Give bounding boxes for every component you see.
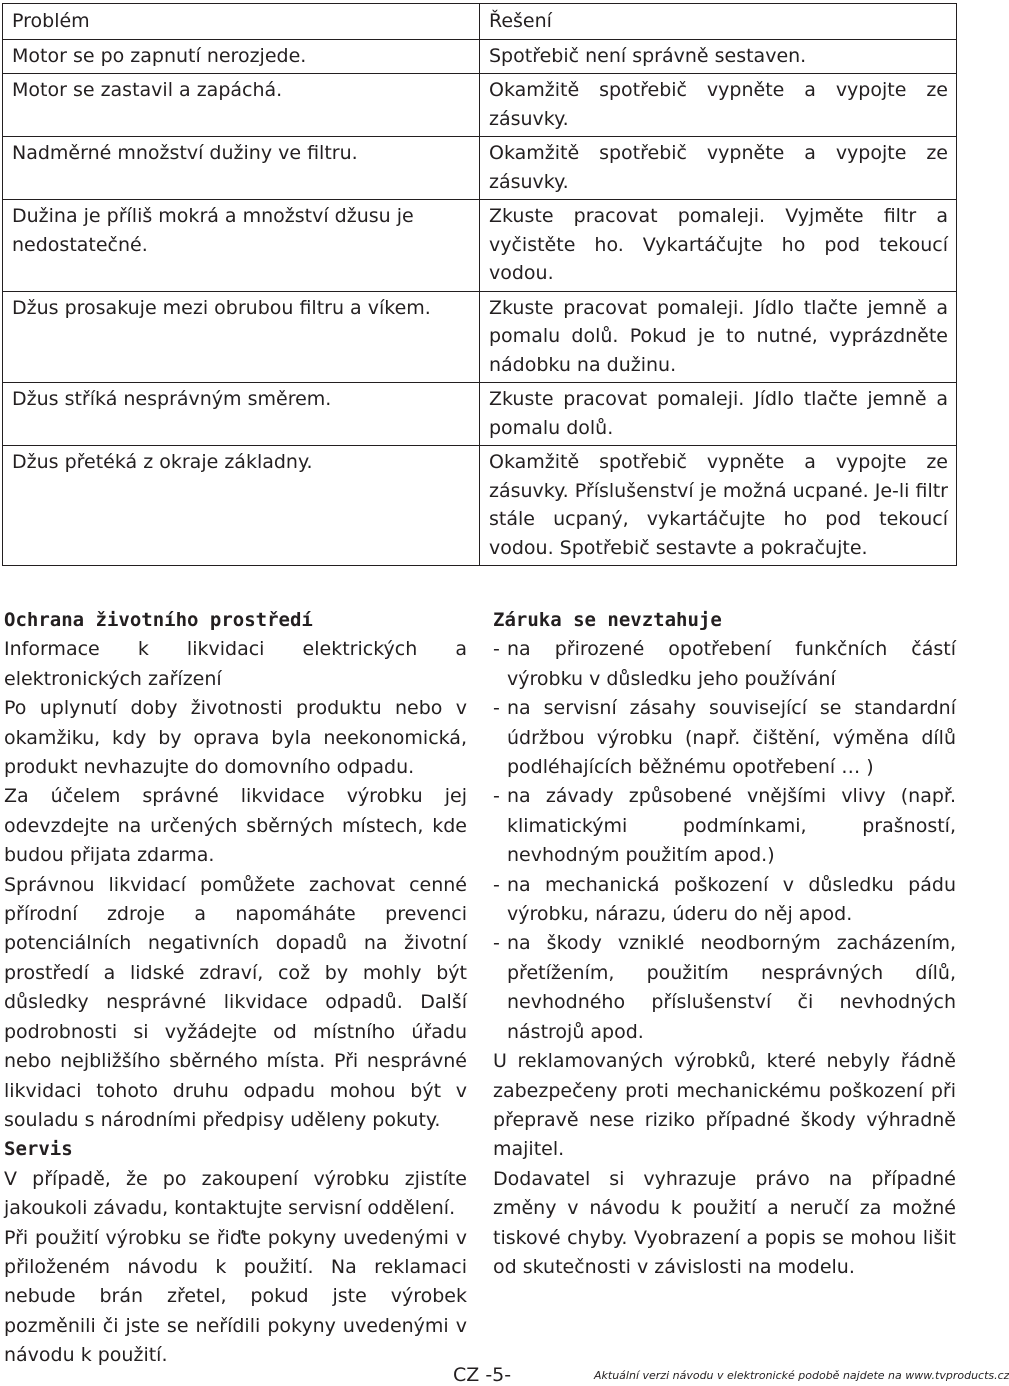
header-problem: Problém	[3, 4, 480, 40]
problem-cell: Motor se po zapnutí nerozjede.	[3, 39, 480, 74]
solution-cell: Zkuste pracovat pomaleji. Vyjměte filtr a vyčistěte ho. Vykartáčujte ho pod tekoucí vodou.	[480, 200, 957, 292]
environment-heading: Ochrana životního prostředí	[4, 609, 313, 631]
environment-paragraph: Za účelem správné likvidace výrobku jej odevzdejte na určených sběrných místech, kde budou přijata zdarma.	[4, 785, 467, 867]
problem-cell: Motor se zastavil a zapáchá.	[3, 74, 480, 137]
problem-cell: Džus přetéká z okraje základny.	[3, 446, 480, 566]
warranty-paragraph: Dodavatel si vyhrazuje právo na případné změny v návodu k použití a neručí za možné tiskové chyby. Vyobrazení a popis se mohou lišit od skutečnosti v závislosti na modelu.	[493, 1167, 956, 1278]
table-row	[3, 446, 957, 566]
list-item: - na závady způsobené vnějšími vlivy (např. klimatickými podmínkami, prašností, nevhodným použitím apod.)	[493, 782, 956, 870]
environment-subtitle: Informace k likvidaci elektrických a elektronických zařízení	[4, 638, 467, 690]
service-paragraph: V případě, že po zakoupení výrobku zjistíte jakoukoli závadu, kontaktujte servisní oddělení.	[4, 1167, 467, 1220]
left-column	[4, 606, 467, 1371]
environment-paragraph: Správnou likvidací pomůžete zachovat cenné přírodní zdroje a napomáháte prevenci potenciálních negativních dopadů na životní prostředí a lidské zdraví, což by mohly být důsledky nesprávné likvidace odpadů. Další podrobnosti si vyžádejte od místního úřadu nebo nejbližšího sběrného místa. Při nesprávné likvidaci tohoto druhu odpadu mohou být v souladu s národními předpisy uděleny pokuty.	[4, 873, 467, 1131]
table-row	[3, 74, 957, 137]
warranty-heading: Záruka se nevztahuje	[493, 609, 722, 631]
list-item: - na přirozené opotřebení funkčních částí výrobku v důsledku jeho používání	[493, 635, 956, 694]
solution-cell: Zkuste pracovat pomaleji. Jídlo tlačte jemně a pomalu dolů.	[480, 383, 957, 446]
header-solution: Řešení	[480, 4, 957, 40]
service-heading: Servis	[4, 1138, 73, 1161]
service-paragraph: Při použití výrobku se řiďte pokyny uvedenými v přiloženém návodu k použití. Na reklamaci nebude brán zřetel, pokud jste výrobek pozměnili či jste se neřídili pokyny uvedenými v návodu k použití.	[4, 1226, 467, 1367]
table-row	[3, 39, 957, 74]
list-item: - na servisní zásahy související se standardní údržbou výrobku (např. čištění, výměna dílů podléhajících běžnému opotřebení … )	[493, 694, 956, 782]
solution-cell: Okamžitě spotřebič vypněte a vypojte ze zásuvky.	[480, 74, 957, 137]
table-header-row	[3, 4, 957, 40]
solution-cell: Spotřebič není správně sestaven.	[480, 39, 957, 74]
footer-note: Aktuální verzi návodu v elektronické podobě najdete na www.tvproducts.cz	[594, 1369, 1009, 1382]
table-row	[3, 137, 957, 200]
warranty-list	[493, 635, 956, 1047]
table-row	[3, 383, 957, 446]
problem-cell: Džus prosakuje mezi obrubou filtru a víkem.	[3, 291, 480, 383]
right-column	[493, 606, 956, 1282]
solution-cell: Zkuste pracovat pomaleji. Jídlo tlačte jemně a pomalu dolů. Pokud je to nutné, vyprázdněte nádobku na dužinu.	[480, 291, 957, 383]
problem-cell: Dužina je příliš mokrá a množství džusu je nedostatečné.	[3, 200, 480, 292]
environment-paragraph: Po uplynutí doby životnosti produktu nebo v okamžiku, kdy by oprava byla neekonomická, produkt nevhazujte do domovního odpadu.	[4, 697, 467, 779]
table-row	[3, 200, 957, 292]
warranty-paragraph: U reklamovaných výrobků, které nebyly řádně zabezpečeny proti mechanickému poškození při přepravě nese riziko případné škody výhradně majitel.	[493, 1050, 956, 1161]
solution-cell: Okamžitě spotřebič vypněte a vypojte ze zásuvky. Příslušenství je možná ucpané. Je-li filtr stále ucpaný, vykartáčujte ho pod tekoucí vodou. Spotřebič sestavte a pokračujte.	[480, 446, 957, 566]
problem-cell: Nadměrné množství dužiny ve filtru.	[3, 137, 480, 200]
solution-cell: Okamžitě spotřebič vypněte a vypojte ze zásuvky.	[480, 137, 957, 200]
list-item: - na škody vzniklé neodborným zacházením, přetížením, použitím nesprávných dílů, nevhodného příslušenství či nevhodných nástrojů apod.	[493, 929, 956, 1047]
problem-cell: Džus stříká nesprávným směrem.	[3, 383, 480, 446]
list-item: - na mechanická poškození v důsledku pádu výrobku, nárazu, úderu do něj apod.	[493, 871, 956, 930]
page-number: CZ -5-	[453, 1364, 512, 1386]
table-row	[3, 291, 957, 383]
troubleshooting-table	[2, 3, 957, 566]
